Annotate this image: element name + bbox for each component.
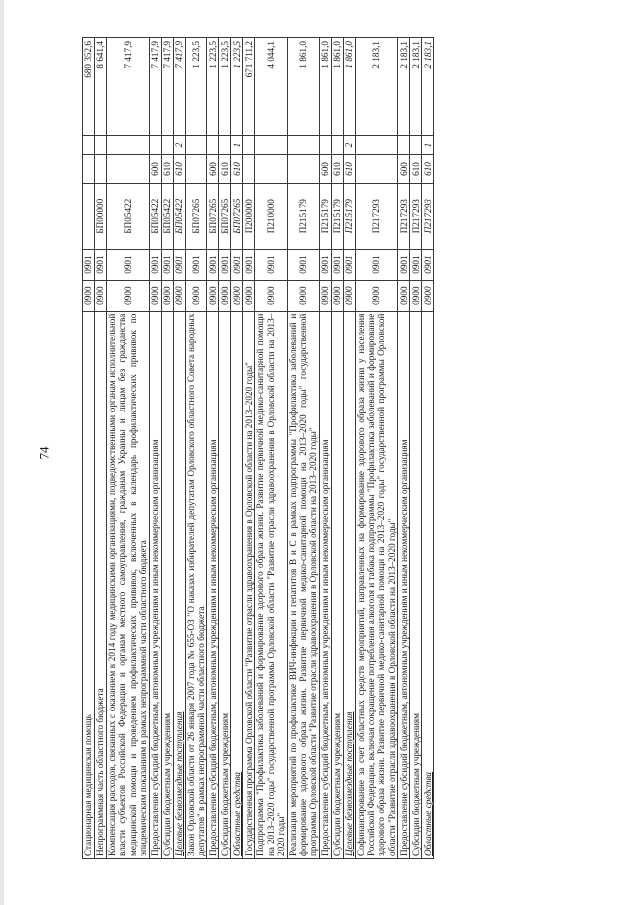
- cell-c: П215179: [343, 183, 355, 249]
- cell-a: 0900: [231, 280, 243, 311]
- cell-a: 0900: [343, 280, 355, 311]
- table-row: [161, 38, 173, 859]
- cell-e: [207, 136, 219, 155]
- cell-e: [219, 136, 231, 155]
- cell-e: 1: [231, 136, 243, 155]
- cell-sum: 2 183,1: [355, 38, 398, 136]
- cell-c: П215179: [331, 183, 343, 249]
- cell-name: Предоставление субсидий бюджетным, автономным учреждениям и иным некоммерческим организациям: [207, 311, 219, 858]
- table-row: [331, 38, 343, 859]
- table-row: [83, 38, 95, 859]
- cell-sum: 7 417,9: [149, 38, 161, 136]
- cell-name: Областные средства: [422, 311, 434, 858]
- cell-c: [83, 183, 95, 249]
- cell-b: 0901: [161, 249, 173, 280]
- cell-d: [95, 155, 107, 184]
- cell-a: 0900: [149, 280, 161, 311]
- cell-a: 0900: [243, 280, 255, 311]
- cell-sum: 8 641,4: [95, 38, 107, 136]
- cell-e: [161, 136, 173, 155]
- table-row: [173, 38, 185, 859]
- cell-name: Софинансирование за счет областных средств мероприятий, направленных на формирование здорового образа жизни у населения Российской Федерации, включая сокращение потребления алкоголя и табака подпрограммы "Профилактика заболеваний и формирование здорового образа жизни. Развитие первичной медико-санитарной помощи на 2013–2020 годы" государственной программы Орловской области "Развитие отрасли здравоохранения в Орловской области на 2013–2020 годы": [355, 311, 398, 858]
- cell-name: Реализация мероприятий по профилактике ВИЧ-инфекции и гепатитов В и С в рамках подпрограммы "Профилактика заболеваний и формирование здорового образа жизни. Развитие первичной медико-санитарной помощи на 2013–2020 годы" государственной программы Орловской области "Развитие отрасли здравоохранения в Орловской области на 2013–2020 годы": [287, 311, 319, 858]
- cell-e: [287, 136, 319, 155]
- cell-d: [243, 155, 255, 184]
- cell-d: [255, 155, 287, 184]
- cell-sum: 2 183,1: [410, 38, 422, 136]
- cell-e: [331, 136, 343, 155]
- cell-a: 0900: [161, 280, 173, 311]
- cell-e: [255, 136, 287, 155]
- cell-e: 2: [343, 136, 355, 155]
- table-row: [319, 38, 331, 859]
- cell-e: 2: [173, 136, 185, 155]
- cell-b: 0901: [185, 249, 207, 280]
- cell-a: 0900: [219, 280, 231, 311]
- cell-e: [83, 136, 95, 155]
- budget-table-container: [82, 37, 628, 859]
- scan-edge: [0, 0, 4, 905]
- cell-name: Государственная программа Орловской области "Развитие отрасли здравоохранения в Орловской области на 2013–2020 годы": [243, 311, 255, 858]
- cell-c: БП05422: [107, 183, 150, 249]
- cell-c: П215179: [287, 183, 319, 249]
- table-row: [219, 38, 231, 859]
- cell-sum: 671 711,2: [243, 38, 255, 136]
- cell-a: 0900: [398, 280, 410, 311]
- page-number: 74: [36, 446, 52, 460]
- cell-b: 0901: [95, 249, 107, 280]
- cell-sum: 1 223,5: [185, 38, 207, 136]
- cell-b: 0901: [173, 249, 185, 280]
- cell-sum: 1 223,5: [219, 38, 231, 136]
- cell-c: БП05422: [149, 183, 161, 249]
- table-row: [149, 38, 161, 859]
- cell-name: Субсидии бюджетным учреждениям: [410, 311, 422, 858]
- cell-e: [355, 136, 398, 155]
- cell-sum: 680 352,6: [83, 38, 95, 136]
- cell-d: 600: [149, 155, 161, 184]
- cell-name: Областные средства: [231, 311, 243, 858]
- cell-name: Субсидии бюджетным учреждениям: [219, 311, 231, 858]
- cell-name: Субсидии бюджетным учреждениям: [331, 311, 343, 858]
- cell-name: Подпрограмма "Профилактика заболеваний и формирование здорового образа жизни. Развитие первичной медико-санитарной помощи на 2013–2020 годы" государственной программы Орловской области "Развитие отрасли здравоохранения в Орловской области на 2013–2020 годы": [255, 311, 287, 858]
- cell-b: 0901: [149, 249, 161, 280]
- cell-b: 0901: [207, 249, 219, 280]
- cell-sum: 2 183,1: [422, 38, 434, 136]
- cell-e: [410, 136, 422, 155]
- cell-b: 0901: [319, 249, 331, 280]
- cell-a: 0900: [287, 280, 319, 311]
- cell-c: БП00000: [95, 183, 107, 249]
- cell-e: [319, 136, 331, 155]
- cell-c: БП05422: [173, 183, 185, 249]
- cell-d: 610: [231, 155, 243, 184]
- cell-d: 610: [161, 155, 173, 184]
- cell-b: 0901: [331, 249, 343, 280]
- cell-name: Стационарная медицинская помощь: [83, 311, 95, 858]
- cell-b: 0901: [243, 249, 255, 280]
- cell-d: [83, 155, 95, 184]
- cell-sum: 1 223,5: [231, 38, 243, 136]
- table-row: [243, 38, 255, 859]
- table-row: [231, 38, 243, 859]
- cell-b: 0901: [355, 249, 398, 280]
- budget-table: [82, 37, 434, 859]
- cell-name: Закон Орловской области от 26 января 2007 года № 655-ОЗ "О наказах избирателей депутатам Орловского областного Совета народных депутатов" в рамках непрограммной части областного бюджета: [185, 311, 207, 858]
- cell-d: 600: [207, 155, 219, 184]
- table-row: [355, 38, 398, 859]
- cell-d: [355, 155, 398, 184]
- cell-c: БП07265: [231, 183, 243, 249]
- cell-sum: 1 861,0: [319, 38, 331, 136]
- cell-a: 0900: [207, 280, 219, 311]
- cell-b: 0901: [231, 249, 243, 280]
- cell-name: Предоставление субсидий бюджетным, автономным учреждениям и иным некоммерческим организациям: [149, 311, 161, 858]
- cell-b: 0901: [255, 249, 287, 280]
- cell-d: 610: [219, 155, 231, 184]
- cell-e: [107, 136, 150, 155]
- cell-a: 0900: [185, 280, 207, 311]
- table-row: [410, 38, 422, 859]
- cell-b: 0901: [287, 249, 319, 280]
- cell-b: 0901: [107, 249, 150, 280]
- cell-c: БП05422: [161, 183, 173, 249]
- cell-name: Непрограммная часть областного бюджета: [95, 311, 107, 858]
- cell-c: БП07265: [219, 183, 231, 249]
- table-row: [398, 38, 410, 859]
- cell-c: П210000: [255, 183, 287, 249]
- table-row: [287, 38, 319, 859]
- cell-a: 0900: [107, 280, 150, 311]
- table-row: [185, 38, 207, 859]
- cell-b: 0901: [83, 249, 95, 280]
- cell-sum: 1 861,0: [331, 38, 343, 136]
- cell-a: 0900: [319, 280, 331, 311]
- cell-e: [243, 136, 255, 155]
- cell-d: 600: [319, 155, 331, 184]
- cell-name: Субсидии бюджетным учреждениям: [161, 311, 173, 858]
- cell-name: Предоставление субсидий бюджетным, автономным учреждениям и иным некоммерческим организациям: [319, 311, 331, 858]
- cell-name: Целевые безвозмездные поступления: [173, 311, 185, 858]
- cell-a: 0900: [83, 280, 95, 311]
- cell-c: П217293: [398, 183, 410, 249]
- cell-c: П217293: [422, 183, 434, 249]
- cell-d: 610: [343, 155, 355, 184]
- cell-sum: 7 417,9: [173, 38, 185, 136]
- cell-a: 0900: [331, 280, 343, 311]
- cell-d: 610: [331, 155, 343, 184]
- cell-e: [149, 136, 161, 155]
- cell-sum: 1 861,0: [287, 38, 319, 136]
- table-row: [95, 38, 107, 859]
- cell-sum: 7 417,9: [161, 38, 173, 136]
- cell-e: 1: [422, 136, 434, 155]
- cell-c: П200000: [243, 183, 255, 249]
- table-row: [255, 38, 287, 859]
- cell-e: [95, 136, 107, 155]
- table-row: [343, 38, 355, 859]
- cell-c: П217293: [410, 183, 422, 249]
- cell-e: [185, 136, 207, 155]
- table-row: [207, 38, 219, 859]
- cell-b: 0901: [219, 249, 231, 280]
- cell-d: 610: [410, 155, 422, 184]
- cell-a: 0900: [410, 280, 422, 311]
- cell-b: 0901: [422, 249, 434, 280]
- cell-c: БП07265: [185, 183, 207, 249]
- table-row: [107, 38, 150, 859]
- cell-name: Предоставление субсидий бюджетным, автономным учреждениям и иным некоммерческим организациям: [398, 311, 410, 858]
- cell-sum: 1 861,0: [343, 38, 355, 136]
- cell-a: 0900: [255, 280, 287, 311]
- cell-d: 600: [398, 155, 410, 184]
- cell-sum: 2 183,1: [398, 38, 410, 136]
- cell-b: 0901: [398, 249, 410, 280]
- table-row: [422, 38, 434, 859]
- cell-a: 0900: [422, 280, 434, 311]
- cell-d: [287, 155, 319, 184]
- cell-b: 0901: [343, 249, 355, 280]
- cell-name: Компенсация расходов, связанных с оказанием в 2014 году медицинскими организациями, подведомственными органам исполнительной власти субъектов Российской Федерации и органам местного самоуправления, гражданам Украины и лицам без гражданства медицинской помощи и проведением профилактических прививок, включенных в календарь профилактических прививок по эпидемическим показаниям в рамках непрограммной части областного бюджета: [107, 311, 150, 858]
- cell-d: 610: [422, 155, 434, 184]
- cell-e: [398, 136, 410, 155]
- cell-sum: 4 044,1: [255, 38, 287, 136]
- cell-c: П215179: [319, 183, 331, 249]
- cell-b: 0901: [410, 249, 422, 280]
- cell-d: 610: [173, 155, 185, 184]
- cell-sum: 1 223,5: [207, 38, 219, 136]
- cell-name: Целевые безвозмездные поступления: [343, 311, 355, 858]
- cell-a: 0900: [95, 280, 107, 311]
- cell-d: [185, 155, 207, 184]
- cell-d: [107, 155, 150, 184]
- cell-a: 0900: [355, 280, 398, 311]
- cell-sum: 7 417,9: [107, 38, 150, 136]
- cell-c: БП07265: [207, 183, 219, 249]
- cell-c: П217293: [355, 183, 398, 249]
- cell-a: 0900: [173, 280, 185, 311]
